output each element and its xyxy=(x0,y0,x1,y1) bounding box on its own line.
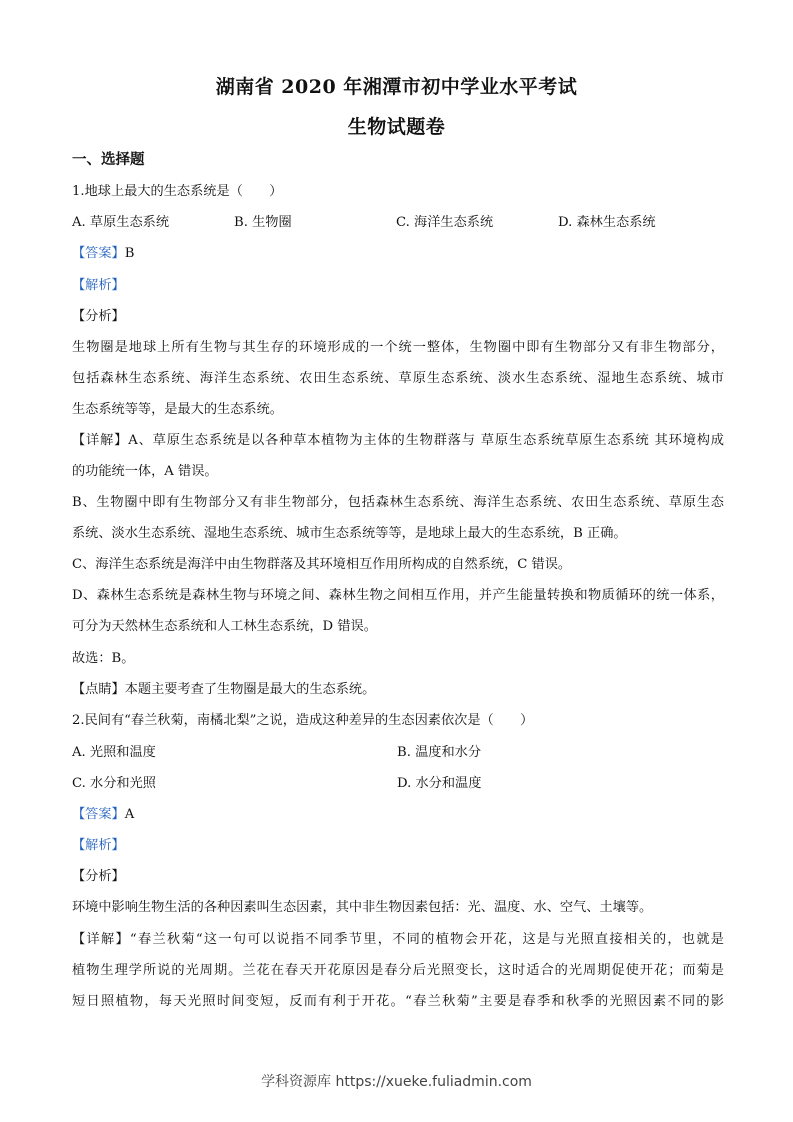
q1-fenxi-line: 包括森林生态系统、海洋生态系统、农田生态系统、草原生态系统、淡水生态系统、湿地生态系统、城市 xyxy=(72,371,724,386)
q1-answer xyxy=(72,245,724,263)
answer-value: A xyxy=(124,807,135,822)
q1-detail-line: 可分为天然林生态系统和人工林生态系统，D 错误。 xyxy=(72,619,377,634)
answer-value: B xyxy=(124,246,135,261)
q2-answer xyxy=(72,806,724,824)
question-2-stem: 2.民间有“春兰秋菊，南橘北梨”之说，造成这种差异的生态因素依次是（ ） xyxy=(72,713,534,728)
q2-detail-line: 短日照植物，每天光照时间变短，反而有利于开花。“春兰秋菊”主要是春季和秋季的光照因素不同的影 xyxy=(72,994,724,1009)
q1-detail-line: B、生物圈中即有生物部分又有非生物部分，包括森林生态系统、海洋生态系统、农田生态系统、草原生态 xyxy=(72,495,724,510)
question-1-stem: 1.地球上最大的生态系统是（ ） xyxy=(72,184,283,199)
q1-analysis-tag: 【解析】 xyxy=(72,278,125,293)
document-subtitle: 生物试题卷 xyxy=(347,116,446,138)
q2-fenxi-line: 环境中影响生物生活的各种因素叫生态因素，其中非生物因素包括：光、温度、水、空气、土壤等。 xyxy=(72,900,653,915)
q1-fenxi-tag: 【分析】 xyxy=(72,309,125,324)
q1-detail-line: 【详解】A、草原生态系统是以各种草本植物为主体的生物群落与 草原生态系统草原生态系统 其环境构成 xyxy=(72,433,724,448)
answer-tag: 【答案】 xyxy=(72,246,125,261)
q1-fenxi-line: 生物圈是地球上所有生物与其生存的环境形成的一个统一整体，生物圈中即有生物部分又有非生物部分， xyxy=(72,340,724,355)
q1-option-a: A. 草原生态系统 xyxy=(72,215,170,230)
q1-option-d: D. 森林生态系统 xyxy=(558,215,656,230)
page-footer: 学科资源库 https://xueke.fuliadmin.com xyxy=(261,1074,532,1090)
q2-option-d: D. 水分和温度 xyxy=(397,776,482,791)
q1-comment: 【点睛】本题主要考查了生物圈是最大的生态系统。 xyxy=(72,682,376,697)
document-title: 湖南省 2020 年湘潭市初中学业水平考试 xyxy=(215,76,578,98)
q2-option-c: C. 水分和光照 xyxy=(72,776,156,791)
q1-detail-line: C、海洋生态系统是海洋中由生物群落及其环境相互作用所构成的自然系统，C 错误。 xyxy=(72,557,572,572)
q2-option-a: A. 光照和温度 xyxy=(72,745,156,760)
q1-fenxi-line: 生态系统等等，是最大的生态系统。 xyxy=(72,402,283,417)
q1-option-b: B. 生物圈 xyxy=(234,215,292,230)
q1-detail-line: D、森林生态系统是森林生物与环境之间、森林生物之间相互作用，并产生能量转换和物质循环的统一体系， xyxy=(72,588,724,603)
q2-detail-line: 植物生理学所说的光周期。兰花在春天开花原因是春分后光照变长，这时适合的光周期促使开花；而菊是 xyxy=(72,963,724,978)
section-heading: 一、选择题 xyxy=(72,151,145,168)
q1-detail-line: 的功能统一体，A 错误。 xyxy=(72,464,218,479)
q1-option-c: C. 海洋生态系统 xyxy=(396,215,494,230)
q2-option-b: B. 温度和水分 xyxy=(397,745,482,760)
q1-conclusion: 故选：B。 xyxy=(72,651,135,666)
q2-analysis-tag: 【解析】 xyxy=(72,838,125,853)
q1-detail-line: 系统、淡水生态系统、湿地生态系统、城市生态系统等等，是地球上最大的生态系统，B 正确。 xyxy=(72,526,627,541)
answer-tag: 【答案】 xyxy=(72,807,125,822)
q2-fenxi-tag: 【分析】 xyxy=(72,869,125,884)
q2-detail-line: 【详解】“春兰秋菊“这一句可以说指不同季节里，不同的植物会开花，这是与光照直接相关的，也就是 xyxy=(72,932,724,947)
